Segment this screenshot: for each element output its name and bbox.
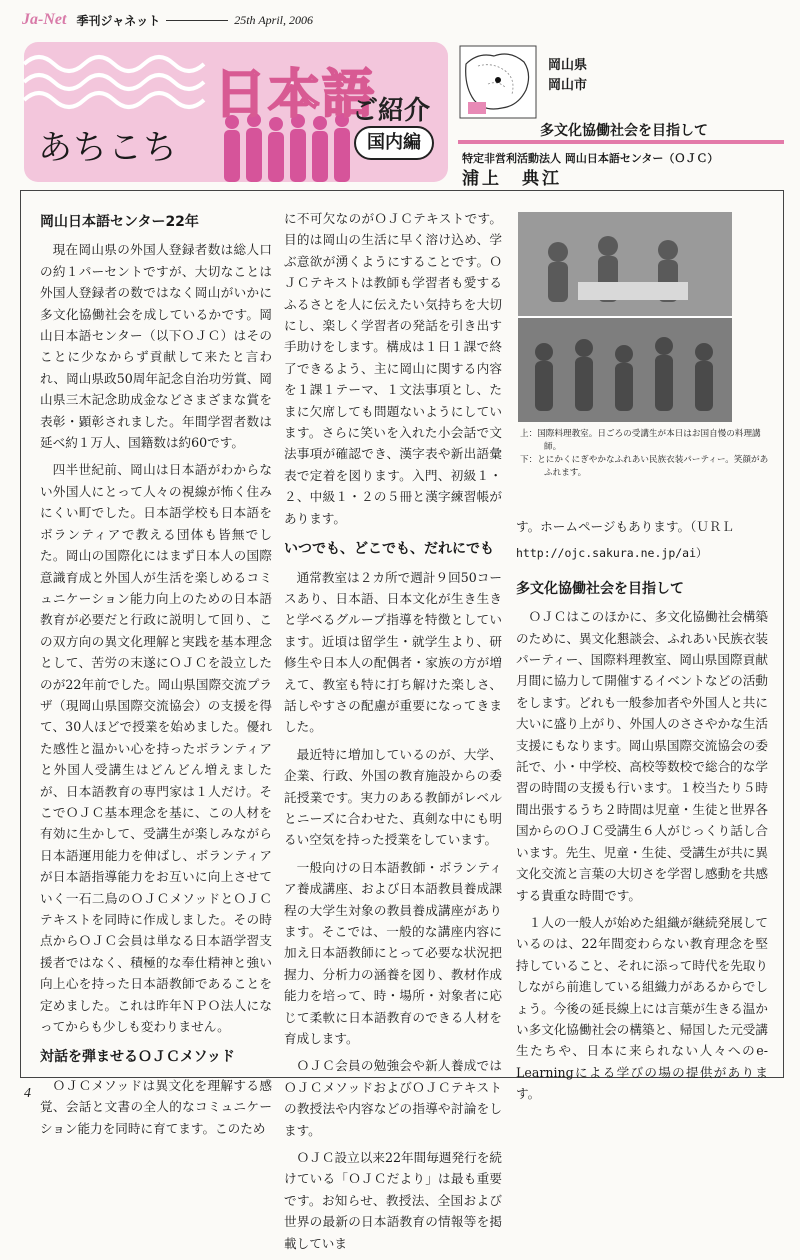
janet-logo: Ja-Net [22, 11, 67, 28]
paragraph: に不可欠なのがＯＪＣテキストです。目的は岡山の生活に早く溶け込め、学ぶ意欲が湧くようにすることです。ＯＪＣテキストは教師も学習者も愛するふるさとを人に伝えたい気持ちを大切にし、楽しく学習者の発話を引き出す手助けをします。構成は１日１課で終了できるよう、主に岡山に関する内容を１課１テーマ、１文法事項とし、たまに欠席しても問題ないようにしています。さらに笑いを入れた小会話で文法事項が確認でき、漢字表や新出語彙表で定着を図ります。入門、初級１・２、中級１・２の５冊と漢字練習帳があります。 [284, 211, 502, 526]
caption-bottom: 下：とにかくにぎやかなふれあい民族衣装パーティー。笑顔があふれます。 [520, 455, 769, 478]
page-header [22, 10, 782, 30]
column-1 [40, 208, 272, 1145]
paragraph: ＯＪＣはこのほかに、多文化協働社会構築のために、異文化懇談会、ふれあい民族衣装パーティー、国際料理教室、岡山県国際貢献月間に協力して開催するイベントなどの活動をします。どれも一般参加者や外国人と共に大いに盛り上がり、外国人のささやかな生活支援にもなります。岡山県国際交流協会の委託で、小・中学校、高校等数校で総合的な学習の時間の支援も行います。１校当たり５時間出張するうち２時間は児童・生徒と世界各国からのＯＪＣ受講生６人がじっくり話し合います。先生、児童・生徒、受講生が共に異文化交流と言葉の大切さを学習し感動を共感する貴重な時間です。 [516, 609, 768, 903]
paragraph: す。ホームページもあります。（ＵＲＬ [516, 519, 735, 534]
headline-rule [458, 140, 784, 144]
prefecture-label: 岡山県 [548, 58, 588, 73]
issue-date: 25th April, 2006 [234, 12, 313, 27]
banner-nihongo-text: 日本語 [214, 65, 377, 125]
website-url: http://ojc.sakura.ne.jp/ai） [516, 546, 708, 561]
column-2 [284, 208, 502, 1260]
author-name: 浦上 典江 [462, 169, 562, 189]
paragraph: 現在岡山県の外国人登録者数は総人口の約１パーセントですが、大切なことは外国人登録者の数ではなく岡山がいかに多文化協働社会を成しているかです。岡山日本語センター（以下ＯＪＣ）はそのことに少なからず貢献して来たと言われ、岡山県政50周年記念自治功労賞、岡山県三木記念助成金などさまざまな賞を表彰・顕彰されました。年間学習者数は延べ約１万人、国籍数は約60です。 [40, 242, 272, 451]
city-label: 岡山市 [548, 78, 588, 93]
section-heading: いつでも、どこでも、だれにでも [284, 541, 494, 558]
okayama-map-icon [458, 44, 538, 120]
banner-achikochi-text: あちこち [38, 128, 178, 168]
domestic-badge: 国内編 [354, 126, 434, 160]
section-heading: 対話を弾ませるＯＪＣメソッド [40, 1049, 235, 1066]
caption-top: 上：国際料理教室。日ごろの受講生が本日はお国自慢の料理講師。 [520, 429, 761, 452]
paragraph: 通常教室は２カ所で週計９回50コースあり、日本語、日本文化が生き生きと学べるグループ指導を特徴としています。近頃は留学生・就学生より、研修生や日本人の配偶者・家族の方が増えて、教室も特に打ち解けた楽しさ、話しやすさの配慮が重要になってきました。 [284, 569, 502, 735]
banner-shokai-text: ご紹介 [352, 96, 431, 126]
column-3 [516, 516, 768, 1111]
paragraph: 一般向けの日本語教師・ボランティア養成講座、および日本語教員養成課程の大学生対象の教員養成講座があります。そこでは、一般的な講座内容に加え日本語教師にとって必要な状況把握力、分析力の涵養を図り、教材作成能力を培って、時・場所・対象者に応じて柔軟に日本語教育のできる人材を育成します。 [284, 859, 502, 1047]
paragraph: ＯＪＣメソッドは異文化を理解する感覚、会話と文書の全人的なコミュニケーション能力を同時に育てます。このため [40, 1077, 272, 1136]
section-heading: 岡山日本語センター22年 [40, 214, 199, 230]
publication-name: 季刊ジャネット [76, 13, 161, 28]
event-photos [518, 212, 732, 422]
section-heading: 多文化協働社会を目指して [516, 580, 684, 597]
paragraph: 四半世紀前、岡山は日本語がわからない外国人にとって人々の視線が怖く住みにくい町でした。日本語学校も日本語をボランティアで教える団体も皆無でした。岡山の国際化にはまず日本人の国際意識育成と外国人が生活を楽しめるコミュニケーション能力向上のための日本語教育が必要だと行政に説明して回り、この双方向の異文化理解と実践を基本理念として、苦労の末遂にＯＪＣを設立したのが22年前でした。岡山県国際交流プラザ（現岡山県国際交流協会）の支援を得て、30人ほどで授業を始めました。優れた感性と温かい心を持ったボランティアと外国人受講生はどんどん増えましたが、日本語教育の専門家は１人だけ。そこでＯＪＣ基本理念を基に、この人材を有効に生かして、受講生が楽しみながら日本語運用能力を伸ばし、ボランティアが日本語指導能力をお互いに向上させていく一石二鳥のＯＪＣメソッドとＯＪＣテキストを同時に作成しました。その時点からＯＪＣ会員は単なる日本語学習支援者ではなく、積極的な奉仕精神と強い向上心を持った日本語教師であることを定めました。これは昨年ＮＰＯ法人になってからも少しも変わりません。 [40, 462, 272, 1035]
paragraph: ＯＪＣ設立以来22年間毎週発行を続けている「ＯＪＣだより」は最も重要です。お知らせ、教授法、全国および世界の最新の日本語教育の情報等を掲載していま [284, 1150, 502, 1251]
paragraph: １人の一般人が始めた組織が継続発展しているのは、22年間変わらない教育理念を堅持していること、それに添って時代を先取りしながら前進している組織力があるからでしょう。今後の延長線上には言葉が生きる温かい多文化協働社会の構築と、帰国した元受講生たちや、日本に来られない人々へのe-Learningによる学びの場の提供があります。 [516, 914, 768, 1102]
photo-caption [520, 428, 772, 480]
header-rule [166, 20, 228, 21]
paragraph: 最近特に増加しているのが、大学、企業、行政、外国の教育施設からの委託授業です。実力のある教師がレベルとニーズに合わせた、真剣な中にも明るい空気を持った授業をしています。 [284, 746, 502, 848]
page-number: 4 [24, 1086, 31, 1101]
article-headline: 多文化協働社会を目指して [540, 123, 708, 139]
paragraph: ＯＪＣ会員の勉強会や新人養成ではＯＪＣメソッドおよびＯＪＣテキストの教授法や内容などの指導や討論をします。 [284, 1058, 502, 1138]
photo-image-icon [518, 212, 732, 422]
organization-name: 特定非営利活動法人 岡山日本語センター（ＯＪＣ） [462, 152, 719, 165]
